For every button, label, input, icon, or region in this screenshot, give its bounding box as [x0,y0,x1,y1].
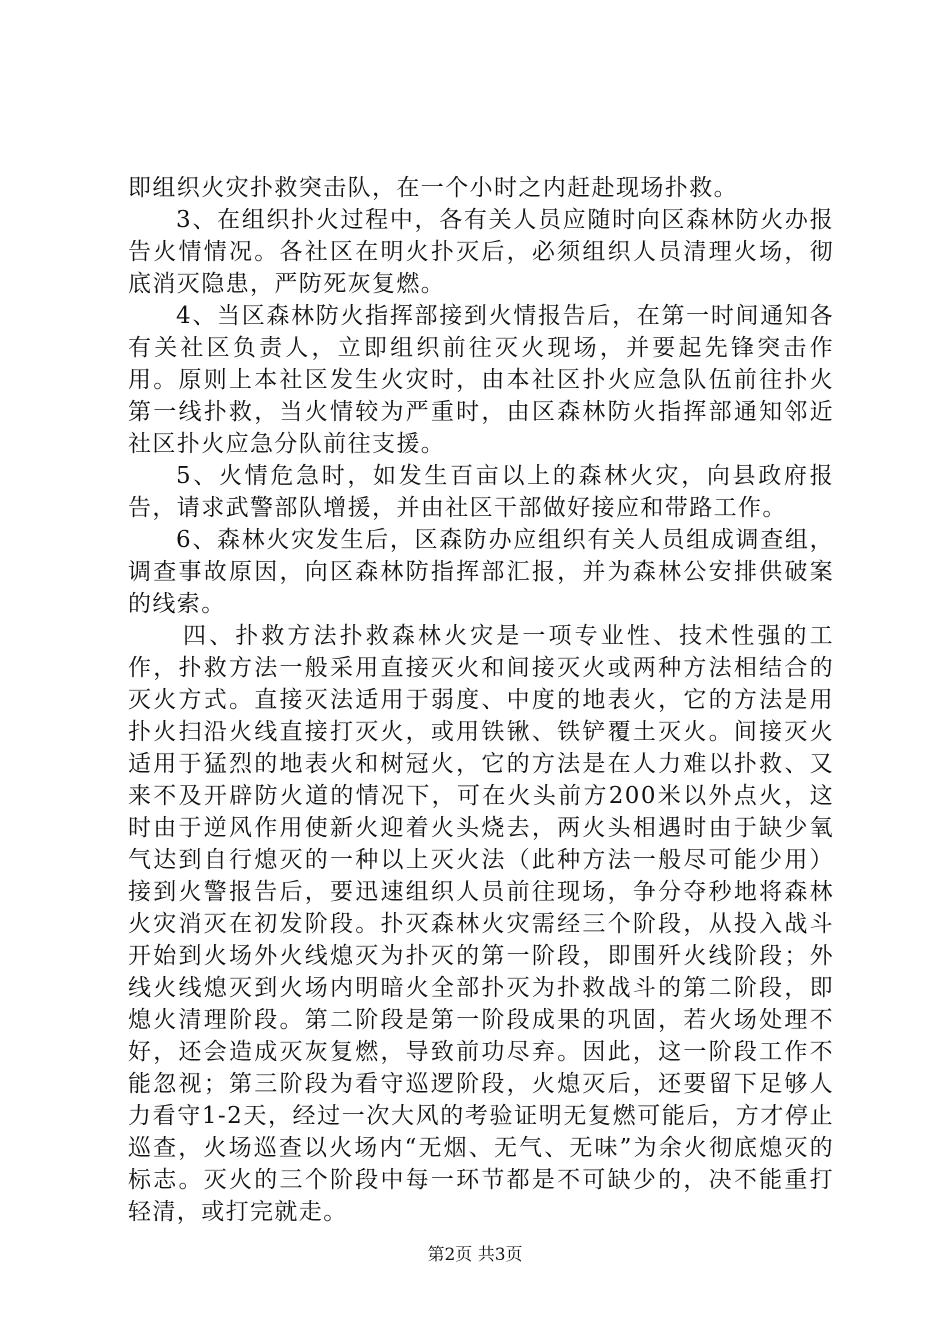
page-number-footer: 第2页 共3页 [427,1245,523,1265]
paragraph-item-6: 6、森林火灾发生后，区森防办应组织有关人员组成调查组，调查事故原因，向区森林防指挥部汇报，并为森林公安排供破案的线索。 [128,527,834,617]
paragraph-item-3: 3、在组织扑火过程中，各有关人员应随时向区森林防火办报告火情情况。各社区在明火扑灭后，必须组织人员清理火场，彻底消灭隐患，严防死灰复燃。 [128,207,834,297]
paragraph-section-four: 四、扑救方法扑救森林火灾是一项专业性、技术性强的工作，扑救方法一般采用直接灭火和间接灭火或两种方法相结合的灭火方式。直接灭法适用于弱度、中度的地表火，它的方法是用扑火扫沿火线直接打灭火，或用铁锹、铁铲覆土灭火。间接灭火适用于猛烈的地表火和树冠火，它的方法是在人力难以扑救、又来不及开辟防火道的情况下，可在火头前方200米以外点火，这时由于逆风作用使新火迎着火头烧去，两火头相遇时由于缺少氧气达到自行熄灭的一种以上灭火法（此种方法一般尽可能少用）接到火警报告后，要迅速组织人员前往现场，争分夺秒地将森林火灾消灭在初发阶段。扑灭森林火灾需经三个阶段，从投入战斗开始到火场外火线熄灭为扑灭的第一阶段，即围歼火线阶段；外线火线熄灭到火场内明暗火全部扑灭为扑救战斗的第二阶段，即熄火清理阶段。第二阶段是第一阶段成果的巩固，若火场处理不好，还会造成灭灰复燃，导致前功尽弃。因此，这一阶段工作不能忽视；第三阶段为看守巡逻阶段，火熄灭后，还要留下足够人力看守1-2天，经过一次大风的考验证明无复燃可能后，方才停止巡查，火场巡查以火场内“无烟、无气、无味”为余火彻底熄灭的标志。灭火的三个阶段中每一环节都是不可缺少的，决不能重打轻清，或打完就走。 [128,623,834,1225]
paragraph-continuation: 即组织火灾扑救突击队，在一个小时之内赶赴现场扑救。 [128,175,738,201]
document-body [128,172,834,1228]
paragraph-item-4: 4、当区森林防火指挥部接到火情报告后，在第一时间通知各有关社区负责人，立即组织前往灭火现场，并要起先锋突击作用。原则上本社区发生火灾时，由本社区扑火应急队伍前往扑火第一线扑救，当火情较为严重时，由区森林防火指挥部通知邻近社区扑火应急分队前往支援。 [128,303,834,457]
paragraph-item-5: 5、火情危急时，如发生百亩以上的森林火灾，向县政府报告，请求武警部队增援，并由社区干部做好接应和带路工作。 [128,463,834,521]
